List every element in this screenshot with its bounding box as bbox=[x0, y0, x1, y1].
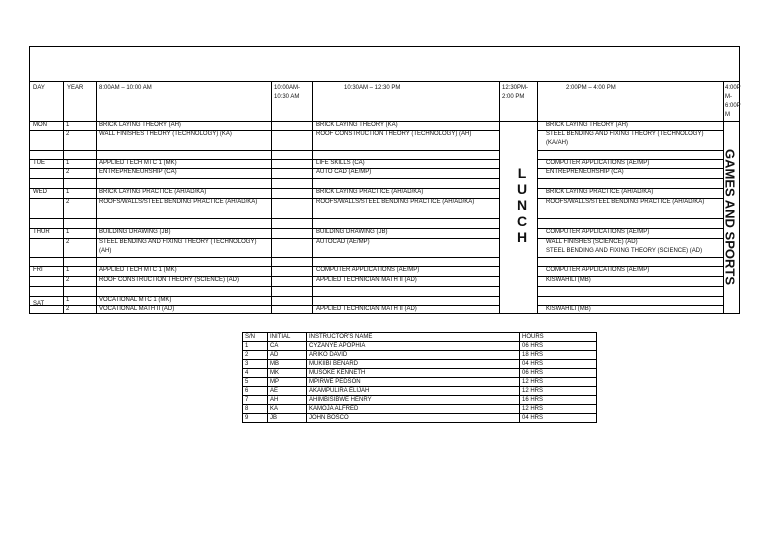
slot1-cell: APPLIED TECH MTC 1 (MK) bbox=[99, 267, 177, 273]
slot3-cell: BRICK LAYING PRACTICE (AH/AD/KA) bbox=[546, 189, 654, 195]
slot2-cell: ROOF CONSTRUCTION THEORY (TECHNOLOGY) (AH) bbox=[316, 131, 472, 137]
lunch-letter: H bbox=[516, 229, 528, 245]
day-label: SAT bbox=[33, 301, 45, 307]
grid-line bbox=[29, 150, 271, 151]
instructor-row bbox=[243, 414, 597, 423]
grid-line bbox=[537, 286, 723, 287]
slot3-cell: WALL FINISHES (SCIENCE) (AD) bbox=[546, 239, 638, 245]
slot3-cell-extra: STEEL BENDING AND FIXING THEORY (SCIENCE) (AD) bbox=[546, 248, 703, 254]
grid-line bbox=[271, 159, 312, 160]
slot1-cell: BRICK LAYING THEORY (AH) bbox=[99, 122, 181, 128]
grid-line bbox=[271, 296, 312, 297]
instructor-initial-cell: AD bbox=[268, 351, 307, 360]
lunch-letter: N bbox=[516, 197, 528, 213]
instructor-hours-cell: 12 HRS bbox=[520, 387, 597, 396]
instructor-name-cell: AHIMBISIBWE HENRY bbox=[307, 396, 520, 405]
slot2-cell: BUILDING DRAWING (JB) bbox=[316, 229, 388, 235]
year-cell: 2 bbox=[66, 277, 70, 283]
grid-line bbox=[271, 276, 312, 277]
grid-line bbox=[271, 286, 312, 287]
grid-line bbox=[312, 296, 499, 297]
slot2-cell: BRICK LAYING PRACTICE (AH/AD/KA) bbox=[316, 189, 424, 195]
year-cell: 2 bbox=[66, 239, 70, 245]
instructor-hours-cell: 18 HRS bbox=[520, 351, 597, 360]
header-slot3: 2:00PM – 4:00 PM bbox=[566, 85, 616, 91]
instructor-sn-cell: 7 bbox=[243, 396, 268, 405]
year-cell: 2 bbox=[66, 131, 70, 137]
instructor-initial-cell: KA bbox=[268, 405, 307, 414]
slot2-cell: APPLIED TECHNICIAN MATH II (AD) bbox=[316, 277, 417, 283]
instructor-hours-cell: 12 HRS bbox=[520, 378, 597, 387]
lunch-letter: U bbox=[516, 181, 528, 197]
instructor-name-cell: CYZANYE APOPHIA bbox=[307, 342, 520, 351]
instructor-name-cell: MPIRWE PEDSON bbox=[307, 378, 520, 387]
year-cell: 1 bbox=[66, 267, 70, 273]
grid-line bbox=[271, 188, 312, 189]
grid-line bbox=[312, 286, 499, 287]
slot3-cell: COMPUTER APPLICATIONS (AE/MP) bbox=[546, 160, 650, 166]
grid-line bbox=[271, 130, 312, 131]
instructor-row bbox=[243, 387, 597, 396]
slot1-cell: APPLIED TECH MTC 1 (MK) bbox=[99, 160, 177, 166]
instructor-sn-cell: 3 bbox=[243, 360, 268, 369]
col-name: INSTRUCTOR'S NAME bbox=[307, 333, 520, 342]
instructor-name-cell: ARIKO DAVID bbox=[307, 351, 520, 360]
instructor-initial-cell: JB bbox=[268, 414, 307, 423]
year-cell: 1 bbox=[66, 160, 70, 166]
slot3-cell: BRICK LAYING THEORY (AH) bbox=[546, 122, 628, 128]
grid-line bbox=[312, 150, 499, 151]
header-slot1: 8:00AM – 10:00 AM bbox=[99, 85, 152, 91]
slot2-cell: APPLIED TECHNICIAN MATH II (AD) bbox=[316, 306, 417, 312]
instructor-hours-cell: 04 HRS bbox=[520, 360, 597, 369]
grid-line bbox=[271, 168, 312, 169]
instructor-row bbox=[243, 360, 597, 369]
slot3-cell: ENTREPRENEURSHIP (CA) bbox=[546, 169, 624, 175]
grid-line bbox=[29, 286, 271, 287]
grid-line bbox=[312, 257, 499, 258]
grid-line bbox=[271, 198, 312, 199]
instructor-initial-cell: MP bbox=[268, 378, 307, 387]
header-year: YEAR bbox=[67, 85, 84, 91]
instructor-name-cell: JOHN BOSCO bbox=[307, 414, 520, 423]
instructor-hours-cell: 06 HRS bbox=[520, 369, 597, 378]
instructor-sn-cell: 4 bbox=[243, 369, 268, 378]
slot1-cell: ROOFS/WALLS/STEEL BENDING PRACTICE (AH/AD/KA) bbox=[99, 199, 258, 205]
grid-line bbox=[271, 305, 312, 306]
grid-line bbox=[29, 257, 271, 258]
instructor-name-cell: KAMOJA ALFRED bbox=[307, 405, 520, 414]
day-label: WED bbox=[33, 189, 47, 195]
instructor-hours-cell: 12 HRS bbox=[520, 405, 597, 414]
slot2-cell: LIFE SKILLS (CA) bbox=[316, 160, 365, 166]
instructor-initial-cell: AH bbox=[268, 396, 307, 405]
instructor-initial-cell: CA bbox=[268, 342, 307, 351]
year-cell: 1 bbox=[66, 297, 70, 303]
grid-line bbox=[537, 218, 723, 219]
slot3-cell: COMPUTER APPLICATIONS (AE/MP) bbox=[546, 267, 650, 273]
grid-line bbox=[271, 228, 312, 229]
grid-line bbox=[29, 296, 63, 297]
games-and-sports-label: GAMES AND SPORTS bbox=[722, 148, 738, 286]
grid-line bbox=[537, 150, 723, 151]
slot1-cell: VOCATIONAL MATH II (AD) bbox=[99, 306, 175, 312]
grid-line bbox=[271, 266, 312, 267]
day-label: TUE bbox=[33, 160, 45, 166]
instructor-row bbox=[243, 396, 597, 405]
slot2-cell: BRICK LAYING THEORY (KA) bbox=[316, 122, 398, 128]
header-slot2: 10:30AM – 12:30 PM bbox=[344, 85, 401, 91]
instructor-sn-cell: 8 bbox=[243, 405, 268, 414]
instructor-initial-cell: MB bbox=[268, 360, 307, 369]
slot1-cell: VOCATIONAL MTC 1 (MK) bbox=[99, 297, 172, 303]
col-sn: S/N bbox=[243, 333, 268, 342]
col-hours: HOURS bbox=[520, 333, 597, 342]
grid-line bbox=[271, 257, 312, 258]
instructor-row bbox=[243, 378, 597, 387]
instructor-initial-cell: AE bbox=[268, 387, 307, 396]
slot2-cell: AUTOCAD (AE/MP) bbox=[316, 239, 370, 245]
instructor-sn-cell: 1 bbox=[243, 342, 268, 351]
lunch-letter: L bbox=[517, 165, 527, 181]
instructor-row bbox=[243, 342, 597, 351]
slot3-cell: KISWAHILI (MB) bbox=[546, 306, 591, 312]
grid-line bbox=[537, 178, 723, 179]
instructor-row bbox=[243, 369, 597, 378]
instructors-header-row bbox=[243, 333, 597, 342]
instructor-sn-cell: 6 bbox=[243, 387, 268, 396]
year-cell: 1 bbox=[66, 189, 70, 195]
grid-line bbox=[29, 218, 271, 219]
slot1-cell: WALL FINISHES THEORY (TECHNOLOGY) (KA) bbox=[99, 131, 232, 137]
day-label: THUR bbox=[33, 229, 50, 235]
instructor-hours-cell: 16 HRS bbox=[520, 396, 597, 405]
instructor-sn-cell: 2 bbox=[243, 351, 268, 360]
instructor-hours-cell: 04 HRS bbox=[520, 414, 597, 423]
header-break: 10:00AM-10:30 AM bbox=[274, 85, 301, 100]
instructor-name-cell: MUKIIBI BENARD bbox=[307, 360, 520, 369]
slot1-cell: ENTREPRENEURSHIP (CA) bbox=[99, 169, 177, 175]
grid-line bbox=[271, 150, 312, 151]
slot1-cell: ROOF CONSTRUCTION THEORY (SCIENCE) (AD) bbox=[99, 277, 240, 283]
header-lunch-time: 12:30PM-2:00 PM bbox=[502, 85, 529, 100]
col-initial: INITIAL bbox=[268, 333, 307, 342]
grid-line bbox=[271, 218, 312, 219]
header-day: DAY bbox=[33, 85, 45, 91]
lunch-letter: C bbox=[516, 213, 528, 229]
lunch-label bbox=[507, 165, 537, 245]
instructor-row bbox=[243, 405, 597, 414]
instructor-sn-cell: 9 bbox=[243, 414, 268, 423]
instructor-hours-cell: 06 HRS bbox=[520, 342, 597, 351]
year-cell: 1 bbox=[66, 229, 70, 235]
grid-line bbox=[537, 257, 723, 258]
slot3-cell: KISWAHILI (MB) bbox=[546, 277, 591, 283]
grid-line bbox=[271, 178, 312, 179]
slot2-cell: AUTO CAD (AE/MP) bbox=[316, 169, 372, 175]
year-cell: 2 bbox=[66, 199, 70, 205]
instructor-sn-cell: 5 bbox=[243, 378, 268, 387]
instructor-row bbox=[243, 351, 597, 360]
grid-line bbox=[537, 296, 723, 297]
slot1-cell: STEEL BENDING AND FIXING THEORY (TECHNOLOGY) (AH) bbox=[99, 239, 257, 254]
slot3-cell: ROOFS/WALLS/STEEL BENDING PRACTICE (AH/AD/KA) bbox=[546, 199, 705, 205]
slot3-cell: COMPUTER APPLICATIONS (AE/MP) bbox=[546, 229, 650, 235]
grid-line bbox=[29, 178, 271, 179]
grid-line bbox=[499, 81, 500, 314]
slot1-cell: BRICK LAYING PRACTICE (AH/AD/KA) bbox=[99, 189, 207, 195]
day-label: FRI bbox=[33, 267, 43, 273]
slot3-cell: STEEL BENDING AND FIXING THEORY (TECHNOLOGY) (KA/AH) bbox=[546, 131, 704, 146]
slot2-cell: COMPUTER APPLICATIONS (AE/MP) bbox=[316, 267, 420, 273]
slot2-cell: ROOFS/WALLS/STEEL BENDING PRACTICE (AH/AD/KA) bbox=[316, 199, 475, 205]
instructors-table bbox=[242, 332, 597, 423]
instructor-name-cell: MUSOKE KENNETH bbox=[307, 369, 520, 378]
grid-line bbox=[29, 81, 740, 82]
grid-line bbox=[312, 178, 499, 179]
grid-line bbox=[312, 218, 499, 219]
year-cell: 2 bbox=[66, 306, 70, 312]
instructor-name-cell: AKAMPULIRA ELIJAH bbox=[307, 387, 520, 396]
grid-line bbox=[271, 238, 312, 239]
instructor-initial-cell: MK bbox=[268, 369, 307, 378]
year-cell: 2 bbox=[66, 169, 70, 175]
day-label: MON bbox=[33, 122, 47, 128]
header-games-time: 4:00P M-6:00P M bbox=[725, 85, 741, 118]
slot1-cell: BUILDING DRAWING (JB) bbox=[99, 229, 171, 235]
year-cell: 1 bbox=[66, 122, 70, 128]
